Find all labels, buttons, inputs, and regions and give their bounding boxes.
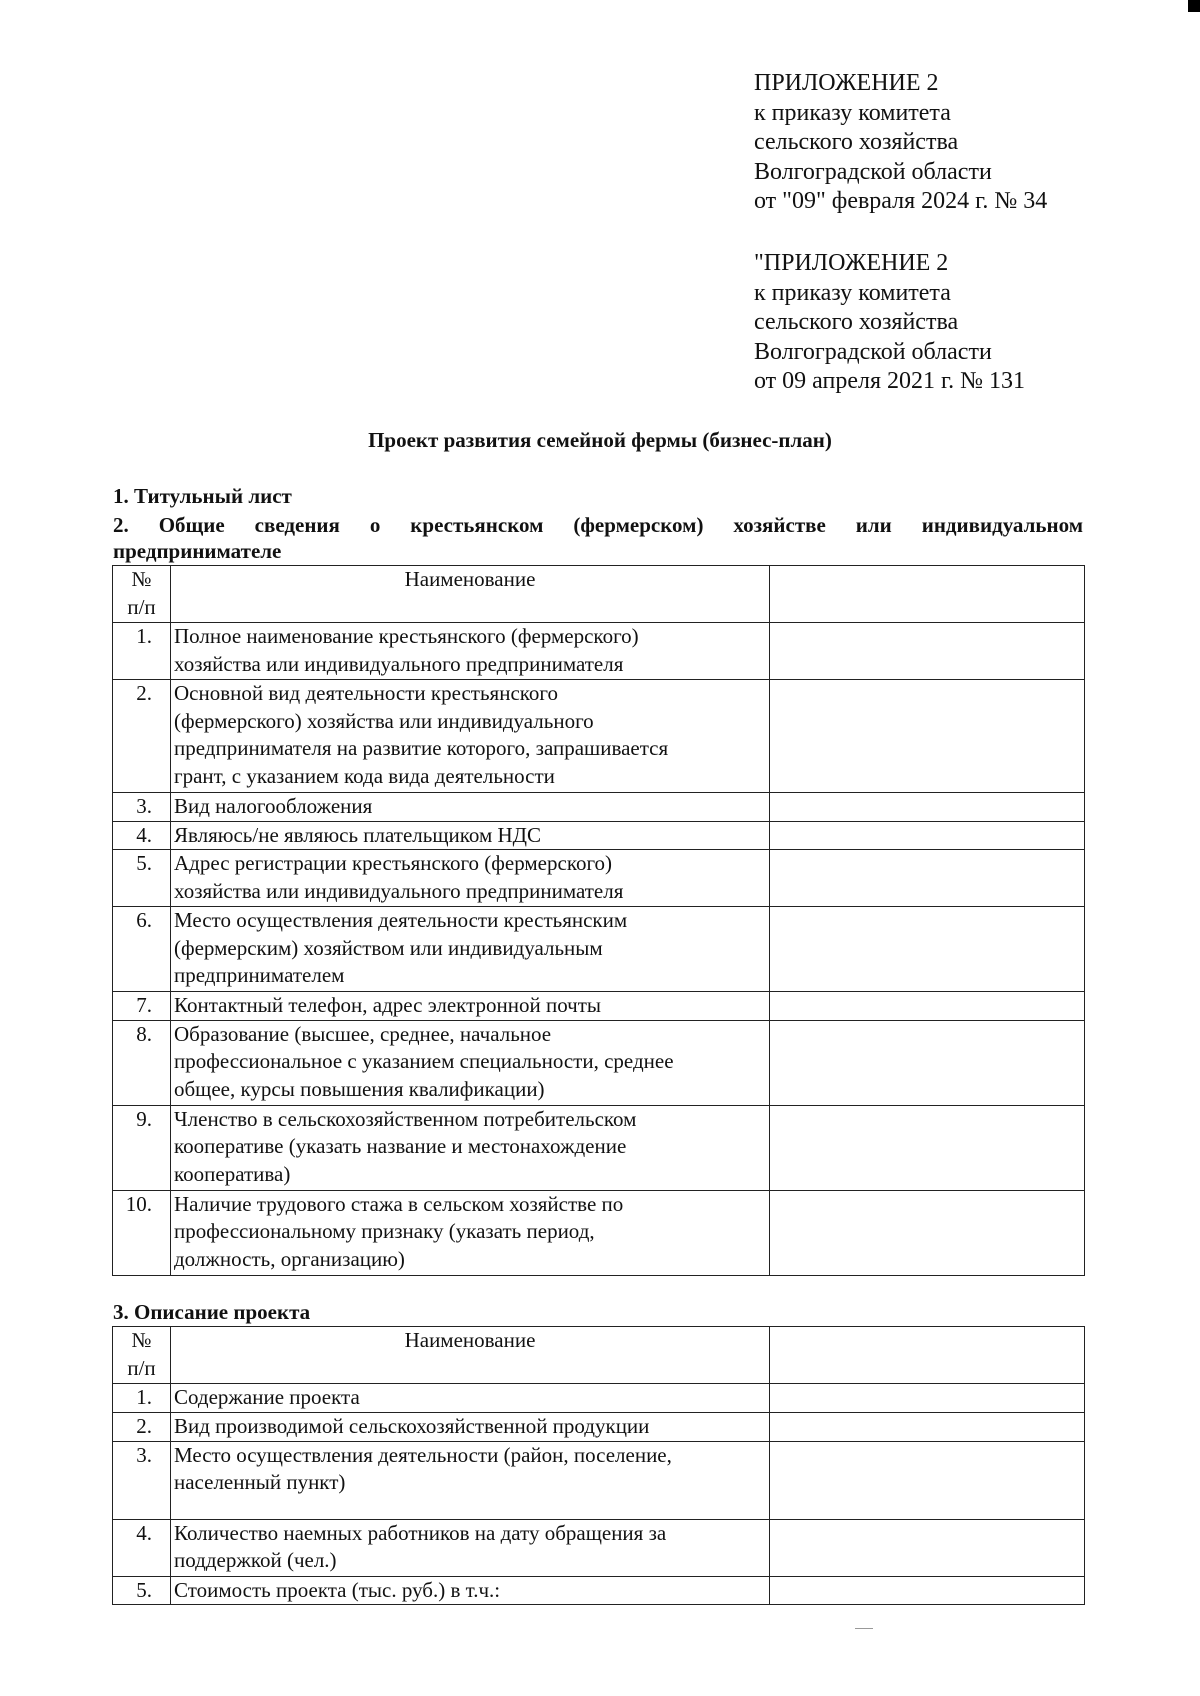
table-header-row <box>113 566 1085 623</box>
general-info-value-cell[interactable] <box>770 680 1085 793</box>
appendix-header-current <box>754 69 1047 217</box>
table-header-row <box>113 1327 1085 1384</box>
header-line: от "09" февраля 2024 г. № 34 <box>754 188 1048 214</box>
table-row <box>113 992 1085 1021</box>
column-header-value <box>770 566 1085 623</box>
row-number: 1. <box>113 1384 171 1413</box>
row-label: Образование (высшее, среднее, начальное профессиональное с указанием специальности, среднее общее, курсы повышения квалификации) <box>171 1020 770 1105</box>
section-heading-general-info-cont: предпринимателе <box>113 539 282 563</box>
table-row <box>113 793 1085 822</box>
general-info-value-cell[interactable] <box>770 992 1085 1021</box>
general-info-value-cell[interactable] <box>770 821 1085 850</box>
table-row <box>113 1384 1085 1413</box>
row-number: 1. <box>113 623 171 680</box>
appendix-header-previous <box>754 249 1025 397</box>
project-value-cell[interactable] <box>770 1519 1085 1576</box>
table-row <box>113 1441 1085 1519</box>
table-row <box>113 1020 1085 1105</box>
table-row <box>113 623 1085 680</box>
column-header-name: Наименование <box>171 566 770 623</box>
table-row <box>113 1105 1085 1190</box>
general-info-value-cell[interactable] <box>770 1020 1085 1105</box>
section-heading-general-info: 2. Общие сведения о крестьянском (фермерском) хозяйстве или индивидуальном <box>113 513 1083 537</box>
table-row <box>113 907 1085 992</box>
row-number: 5. <box>113 1576 171 1605</box>
table-row <box>113 821 1085 850</box>
row-number: 4. <box>113 1519 171 1576</box>
row-number: 6. <box>113 907 171 992</box>
header-line: Волгоградской области <box>754 338 992 365</box>
row-label: Место осуществления деятельности (район, поселение, населенный пункт) <box>171 1441 770 1519</box>
general-info-value-cell[interactable] <box>770 623 1085 680</box>
row-label: Полное наименование крестьянского (фермерского) хозяйства или индивидуального предпринимателя <box>171 623 770 680</box>
header-line: Волгоградской области <box>754 158 992 185</box>
row-label: Вид налогообложения <box>171 793 770 822</box>
row-label: Контактный телефон, адрес электронной почты <box>171 992 770 1021</box>
scan-corner-mark <box>1188 0 1200 12</box>
header-line: ПРИЛОЖЕНИЕ 2 <box>754 70 939 96</box>
row-label: Стоимость проекта (тыс. руб.) в т.ч.: <box>171 1576 770 1605</box>
scan-artifact <box>855 1628 873 1629</box>
table-row <box>113 1413 1085 1442</box>
header-line: сельского хозяйства <box>754 309 959 335</box>
project-value-cell[interactable] <box>770 1413 1085 1442</box>
header-line: к приказу комитета <box>754 279 951 306</box>
project-description-table <box>112 1326 1085 1605</box>
column-header-name: Наименование <box>171 1327 770 1384</box>
document-title: Проект развития семейной фермы (бизнес-план) <box>368 428 832 452</box>
general-info-value-cell[interactable] <box>770 850 1085 907</box>
row-number: 7. <box>113 992 171 1021</box>
general-info-value-cell[interactable] <box>770 793 1085 822</box>
table-row <box>113 850 1085 907</box>
row-number: 2. <box>113 680 171 793</box>
project-value-cell[interactable] <box>770 1441 1085 1519</box>
row-label: Адрес регистрации крестьянского (фермерского) хозяйства или индивидуального предпринимателя <box>171 850 770 907</box>
general-info-value-cell[interactable] <box>770 1190 1085 1275</box>
row-label: Содержание проекта <box>171 1384 770 1413</box>
row-label: Наличие трудового стажа в сельском хозяйстве по профессиональному признаку (указать период, должность, организацию) <box>171 1190 770 1275</box>
general-info-value-cell[interactable] <box>770 907 1085 992</box>
column-header-value <box>770 1327 1085 1384</box>
row-number: 2. <box>113 1413 171 1442</box>
row-number: 9. <box>113 1105 171 1190</box>
table-row <box>113 1519 1085 1576</box>
row-label: Количество наемных работников на дату обращения за поддержкой (чел.) <box>171 1519 770 1576</box>
row-label: Членство в сельскохозяйственном потребительском кооперативе (указать название и местонахождение кооператива) <box>171 1105 770 1190</box>
section-heading-title-page: 1. Титульный лист <box>113 484 292 508</box>
row-number: 8. <box>113 1020 171 1105</box>
column-header-number: № п/п <box>113 566 171 623</box>
project-value-cell[interactable] <box>770 1384 1085 1413</box>
row-number: 5. <box>113 850 171 907</box>
header-line: к приказу комитета <box>754 99 951 126</box>
row-label: Основной вид деятельности крестьянского (фермерского) хозяйства или индивидуального предпринимателя на развитие которого, запрашивается грант, с указанием кода вида деятельности <box>171 680 770 793</box>
column-header-number: № п/п <box>113 1327 171 1384</box>
project-value-cell[interactable] <box>770 1576 1085 1605</box>
general-info-value-cell[interactable] <box>770 1105 1085 1190</box>
row-number: 4. <box>113 821 171 850</box>
header-line: сельского хозяйства <box>754 129 959 155</box>
row-label: Вид производимой сельскохозяйственной продукции <box>171 1413 770 1442</box>
row-number: 3. <box>113 793 171 822</box>
header-line: от 09 апреля 2021 г. № 131 <box>754 368 1026 394</box>
table-row <box>113 680 1085 793</box>
table-row <box>113 1190 1085 1275</box>
row-number: 3. <box>113 1441 171 1519</box>
row-number: 10. <box>113 1190 171 1275</box>
table-row <box>113 1576 1085 1605</box>
row-label: Являюсь/не являюсь плательщиком НДС <box>171 821 770 850</box>
row-label: Место осуществления деятельности крестьянским (фермерским) хозяйством или индивидуальным предпринимателем <box>171 907 770 992</box>
section-heading-project-description: 3. Описание проекта <box>113 1300 311 1324</box>
general-info-table <box>112 565 1085 1276</box>
header-line: "ПРИЛОЖЕНИЕ 2 <box>754 250 949 276</box>
